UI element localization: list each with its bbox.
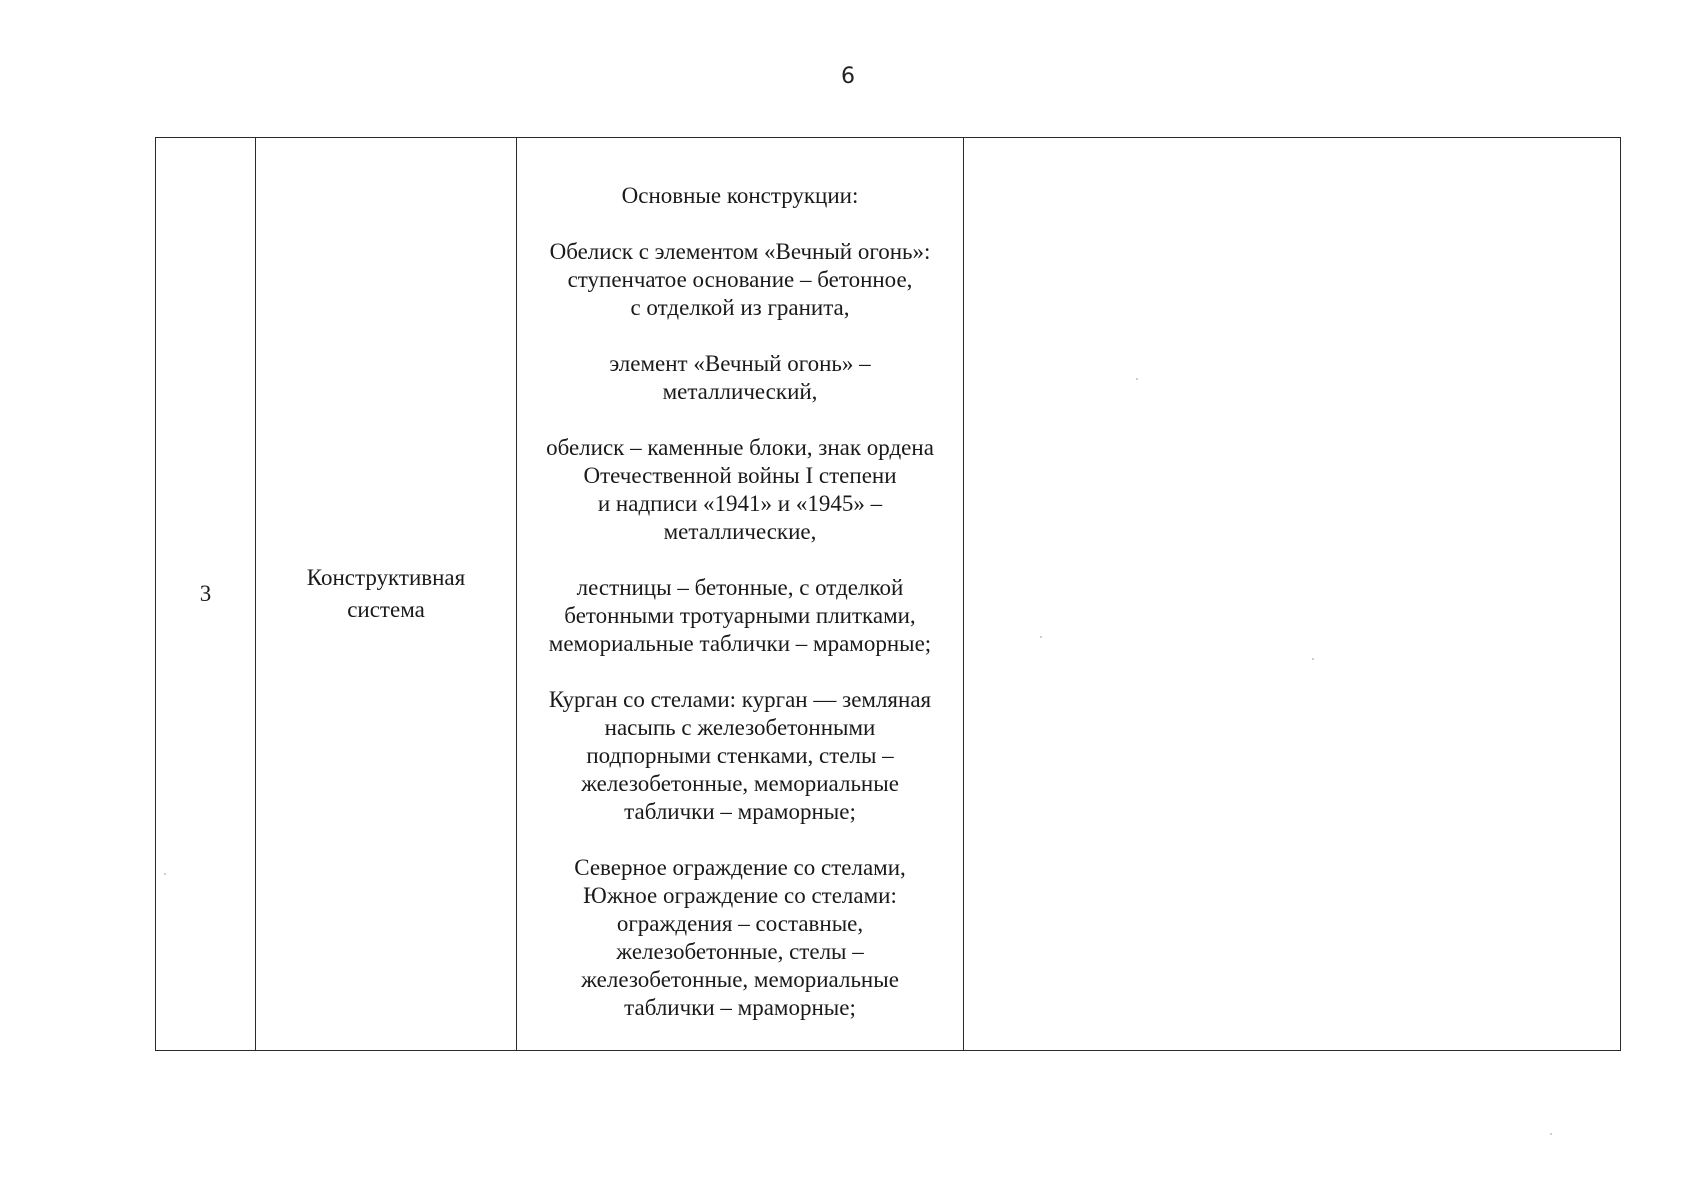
- description-block-eternal-flame: [531, 350, 949, 406]
- description-line: железобетонные, мемориальные: [581, 771, 899, 796]
- description-block-obelisk: [531, 238, 949, 322]
- description-line: железобетонные, стелы –: [616, 939, 864, 964]
- description-cell: [517, 138, 964, 1051]
- description-line: таблички – мраморные;: [624, 799, 856, 824]
- description-line: и надписи «1941» и «1945» –: [597, 491, 883, 516]
- description-block-stairs: [531, 574, 949, 658]
- parameter-name: Конструктивная система: [306, 565, 466, 622]
- notes-cell: [964, 138, 1621, 1051]
- description-line: элемент «Вечный огонь» –: [609, 351, 871, 376]
- description-line: насыпь с железобетонными: [604, 715, 876, 740]
- description-line: Обелиск с элементом «Вечный огонь»:: [549, 239, 931, 264]
- description-heading: Основные конструкции:: [621, 183, 859, 208]
- page-number: 6: [841, 64, 855, 89]
- table-row: [156, 138, 1621, 1051]
- row-number: 3: [199, 581, 212, 606]
- scan-speck: [1040, 636, 1042, 638]
- description-line: таблички – мраморные;: [624, 995, 856, 1020]
- description-line: Южное ограждение со стелами:: [583, 883, 897, 908]
- description-line: металлические,: [663, 519, 817, 544]
- description-line: ограждения – составные,: [616, 911, 864, 936]
- description-block-obelisk-blocks: [531, 434, 949, 546]
- description-line: металлический,: [662, 379, 818, 404]
- description-line: Курган со стелами: курган — земляная: [548, 687, 932, 712]
- description-line: обелиск – каменные блоки, знак ордена: [546, 435, 934, 460]
- description-line: с отделкой из гранита,: [630, 295, 850, 320]
- description-line: подпорными стенками, стелы –: [586, 743, 894, 768]
- description-line: бетонными тротуарными плитками,: [564, 603, 916, 628]
- description-line: Северное ограждение со стелами,: [574, 855, 906, 880]
- description-block-fences: [531, 854, 949, 1022]
- description-line: железобетонные, мемориальные: [581, 967, 899, 992]
- row-number-cell: [156, 138, 256, 1051]
- scan-speck: [1312, 658, 1314, 660]
- requirements-table: [155, 137, 1621, 1051]
- description-line: Отечественной войны I степени: [583, 463, 897, 488]
- description-block-mound: [531, 686, 949, 826]
- parameter-cell: [256, 138, 517, 1051]
- scan-speck: [164, 873, 166, 875]
- description-content: [517, 138, 963, 1022]
- description-line: мемориальные таблички – мраморные;: [548, 631, 932, 656]
- scan-speck: [1550, 1133, 1552, 1135]
- description-line: лестницы – бетонные, с отделкой: [576, 575, 904, 600]
- scan-speck: [1136, 378, 1138, 380]
- description-line: ступенчатое основание – бетонное,: [567, 267, 913, 292]
